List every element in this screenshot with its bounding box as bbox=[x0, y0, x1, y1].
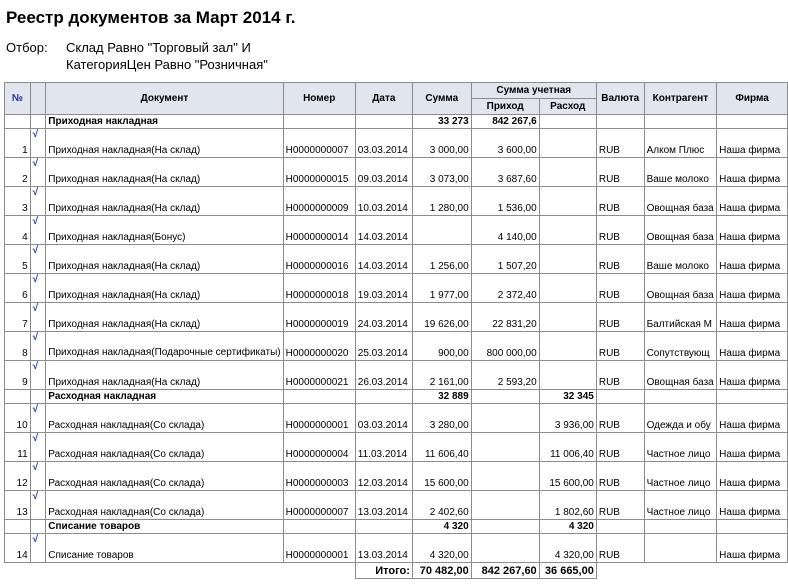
row-document: Приходная накладная(На склад) bbox=[46, 129, 283, 158]
table-row[interactable] bbox=[5, 303, 788, 332]
row-expense bbox=[539, 216, 596, 245]
row-currency: RUB bbox=[596, 404, 644, 433]
row-number: 10 bbox=[5, 404, 31, 433]
table-header bbox=[5, 83, 788, 115]
header-sum-accounting: Сумма учетная bbox=[471, 83, 596, 99]
row-counterparty bbox=[644, 534, 717, 563]
group-expense: 32 345 bbox=[539, 390, 596, 404]
header-check bbox=[30, 83, 46, 115]
row-date: 11.03.2014 bbox=[355, 433, 412, 462]
filter-label: Отбор: bbox=[6, 40, 48, 55]
group-empty-check bbox=[30, 520, 46, 534]
row-income: 4 140,00 bbox=[471, 216, 539, 245]
row-date: 14.03.2014 bbox=[355, 216, 412, 245]
row-number: 1 bbox=[5, 129, 31, 158]
row-check bbox=[30, 361, 46, 390]
row-company: Наша фирма bbox=[717, 158, 788, 187]
group-empty-num bbox=[5, 115, 31, 129]
row-currency: RUB bbox=[596, 491, 644, 520]
row-expense bbox=[539, 332, 596, 361]
check-mark-icon: √ bbox=[32, 216, 39, 227]
row-income: 2 372,40 bbox=[471, 274, 539, 303]
row-counterparty: Частное лицо bbox=[644, 491, 717, 520]
row-counterparty: Овощная база bbox=[644, 187, 717, 216]
row-number: 4 bbox=[5, 216, 31, 245]
group-company-empty bbox=[717, 115, 788, 129]
row-document: Приходная накладная(На склад) bbox=[46, 245, 283, 274]
row-expense: 11 006,40 bbox=[539, 433, 596, 462]
group-sum: 4 320 bbox=[412, 520, 471, 534]
table-body bbox=[5, 115, 788, 563]
check-mark-icon: √ bbox=[32, 491, 39, 502]
row-sum: 3 280,00 bbox=[412, 404, 471, 433]
row-doc-number: Н0000000009 bbox=[283, 187, 355, 216]
group-number-empty bbox=[283, 390, 355, 404]
row-company: Наша фирма bbox=[717, 303, 788, 332]
row-check bbox=[30, 216, 46, 245]
group-empty-num bbox=[5, 390, 31, 404]
check-mark-icon: √ bbox=[32, 361, 39, 372]
group-empty-num bbox=[5, 520, 31, 534]
row-expense bbox=[539, 361, 596, 390]
row-document: Расходная накладная(Со склада) bbox=[46, 462, 283, 491]
group-currency-empty bbox=[596, 520, 644, 534]
row-document: Приходная накладная(Бонус) bbox=[46, 216, 283, 245]
row-currency: RUB bbox=[596, 274, 644, 303]
row-date: 03.03.2014 bbox=[355, 404, 412, 433]
row-sum: 11 606,40 bbox=[412, 433, 471, 462]
row-date: 26.03.2014 bbox=[355, 361, 412, 390]
row-expense: 1 802,60 bbox=[539, 491, 596, 520]
row-check bbox=[30, 245, 46, 274]
row-document: Приходная накладная(На склад) bbox=[46, 361, 283, 390]
totals-label: Итого: bbox=[355, 563, 412, 579]
row-counterparty: Овощная база bbox=[644, 361, 717, 390]
row-date: 12.03.2014 bbox=[355, 462, 412, 491]
row-company: Наша фирма bbox=[717, 491, 788, 520]
table-row[interactable] bbox=[5, 404, 788, 433]
row-income: 22 831,20 bbox=[471, 303, 539, 332]
row-number: 14 bbox=[5, 534, 31, 563]
row-currency: RUB bbox=[596, 361, 644, 390]
table-row[interactable] bbox=[5, 332, 788, 361]
row-document: Приходная накладная(Подарочные сертификаты) bbox=[46, 332, 283, 361]
totals-income: 842 267,60 bbox=[471, 563, 539, 579]
header-income: Приход bbox=[471, 99, 539, 115]
totals-row bbox=[5, 563, 788, 579]
row-counterparty: Балтийская М bbox=[644, 303, 717, 332]
row-number: 2 bbox=[5, 158, 31, 187]
group-company-empty bbox=[717, 390, 788, 404]
row-counterparty: Алком Плюс bbox=[644, 129, 717, 158]
row-number: 9 bbox=[5, 361, 31, 390]
row-company: Наша фирма bbox=[717, 433, 788, 462]
row-sum: 3 073,00 bbox=[412, 158, 471, 187]
row-company: Наша фирма bbox=[717, 245, 788, 274]
row-sum: 1 280,00 bbox=[412, 187, 471, 216]
row-sum: 19 626,00 bbox=[412, 303, 471, 332]
row-company: Наша фирма bbox=[717, 332, 788, 361]
row-date: 24.03.2014 bbox=[355, 303, 412, 332]
row-sum: 4 320,00 bbox=[412, 534, 471, 563]
row-currency: RUB bbox=[596, 245, 644, 274]
group-income bbox=[471, 390, 539, 404]
row-company: Наша фирма bbox=[717, 216, 788, 245]
check-mark-icon: √ bbox=[32, 187, 39, 198]
row-company: Наша фирма bbox=[717, 361, 788, 390]
row-expense bbox=[539, 274, 596, 303]
table-row[interactable] bbox=[5, 129, 788, 158]
row-number: 12 bbox=[5, 462, 31, 491]
row-document: Приходная накладная(На склад) bbox=[46, 274, 283, 303]
row-date: 19.03.2014 bbox=[355, 274, 412, 303]
table-row[interactable] bbox=[5, 158, 788, 187]
row-sum bbox=[412, 216, 471, 245]
row-check bbox=[30, 491, 46, 520]
filter-condition-line2: КатегорияЦен Равно "Розничная" bbox=[66, 57, 268, 72]
row-doc-number: Н0000000003 bbox=[283, 462, 355, 491]
row-counterparty: Частное лицо bbox=[644, 433, 717, 462]
header-currency: Валюта bbox=[596, 83, 644, 115]
row-expense bbox=[539, 245, 596, 274]
row-number: 5 bbox=[5, 245, 31, 274]
check-mark-icon: √ bbox=[32, 245, 39, 256]
group-expense: 4 320 bbox=[539, 520, 596, 534]
group-empty-check bbox=[30, 115, 46, 129]
header-num: № bbox=[5, 83, 31, 115]
row-number: 6 bbox=[5, 274, 31, 303]
row-document: Приходная накладная(На склад) bbox=[46, 303, 283, 332]
row-currency: RUB bbox=[596, 216, 644, 245]
row-income bbox=[471, 534, 539, 563]
group-income bbox=[471, 520, 539, 534]
group-currency-empty bbox=[596, 115, 644, 129]
row-check bbox=[30, 332, 46, 361]
row-check bbox=[30, 462, 46, 491]
row-date: 13.03.2014 bbox=[355, 534, 412, 563]
row-doc-number: Н0000000016 bbox=[283, 245, 355, 274]
row-currency: RUB bbox=[596, 433, 644, 462]
header-date: Дата bbox=[355, 83, 412, 115]
row-check bbox=[30, 404, 46, 433]
group-row bbox=[5, 390, 788, 404]
group-row bbox=[5, 520, 788, 534]
row-document: Приходная накладная(На склад) bbox=[46, 187, 283, 216]
row-doc-number: Н0000000001 bbox=[283, 534, 355, 563]
row-document: Расходная накладная(Со склада) bbox=[46, 491, 283, 520]
row-date: 09.03.2014 bbox=[355, 158, 412, 187]
row-counterparty: Овощная база bbox=[644, 216, 717, 245]
row-number: 3 bbox=[5, 187, 31, 216]
row-income bbox=[471, 462, 539, 491]
row-counterparty: Частное лицо bbox=[644, 462, 717, 491]
row-income: 3 687,60 bbox=[471, 158, 539, 187]
check-mark-icon: √ bbox=[32, 462, 39, 473]
table-row[interactable] bbox=[5, 274, 788, 303]
header-sum: Сумма bbox=[412, 83, 471, 115]
row-sum: 1 977,00 bbox=[412, 274, 471, 303]
row-doc-number: Н0000000018 bbox=[283, 274, 355, 303]
group-expense bbox=[539, 115, 596, 129]
row-currency: RUB bbox=[596, 187, 644, 216]
group-counterparty-empty bbox=[644, 115, 717, 129]
row-currency: RUB bbox=[596, 332, 644, 361]
group-number-empty bbox=[283, 115, 355, 129]
group-number-empty bbox=[283, 520, 355, 534]
row-document: Списание товаров bbox=[46, 534, 283, 563]
row-doc-number: Н0000000007 bbox=[283, 129, 355, 158]
table-row[interactable] bbox=[5, 534, 788, 563]
row-currency: RUB bbox=[596, 158, 644, 187]
row-company: Наша фирма bbox=[717, 187, 788, 216]
row-check bbox=[30, 158, 46, 187]
row-expense: 4 320,00 bbox=[539, 534, 596, 563]
filter-condition-line1: Склад Равно "Торговый зал" И bbox=[66, 40, 251, 55]
row-company: Наша фирма bbox=[717, 462, 788, 491]
row-counterparty: Ваше молоко bbox=[644, 245, 717, 274]
row-currency: RUB bbox=[596, 129, 644, 158]
row-currency: RUB bbox=[596, 534, 644, 563]
row-income: 800 000,00 bbox=[471, 332, 539, 361]
group-sum: 33 273 bbox=[412, 115, 471, 129]
row-currency: RUB bbox=[596, 303, 644, 332]
row-counterparty: Овощная база bbox=[644, 274, 717, 303]
header-number: Номер bbox=[283, 83, 355, 115]
row-document: Расходная накладная(Со склада) bbox=[46, 433, 283, 462]
header-document: Документ bbox=[46, 83, 283, 115]
row-income bbox=[471, 404, 539, 433]
row-income: 1 507,20 bbox=[471, 245, 539, 274]
row-doc-number: Н0000000015 bbox=[283, 158, 355, 187]
group-counterparty-empty bbox=[644, 390, 717, 404]
row-doc-number: Н0000000004 bbox=[283, 433, 355, 462]
group-empty-check bbox=[30, 390, 46, 404]
table-row[interactable] bbox=[5, 491, 788, 520]
row-number: 7 bbox=[5, 303, 31, 332]
page-title: Реестр документов за Март 2014 г. bbox=[6, 8, 296, 27]
group-date-empty bbox=[355, 390, 412, 404]
group-income: 842 267,6 bbox=[471, 115, 539, 129]
row-company: Наша фирма bbox=[717, 129, 788, 158]
check-mark-icon: √ bbox=[32, 274, 39, 285]
group-name: Расходная накладная bbox=[46, 390, 283, 404]
row-doc-number: Н0000000001 bbox=[283, 404, 355, 433]
row-date: 13.03.2014 bbox=[355, 491, 412, 520]
row-sum: 2 402,60 bbox=[412, 491, 471, 520]
row-check bbox=[30, 433, 46, 462]
row-check bbox=[30, 129, 46, 158]
group-company-empty bbox=[717, 520, 788, 534]
row-company: Наша фирма bbox=[717, 274, 788, 303]
row-sum: 1 256,00 bbox=[412, 245, 471, 274]
totals-sum: 70 482,00 bbox=[412, 563, 471, 579]
row-income: 3 600,00 bbox=[471, 129, 539, 158]
table-row[interactable] bbox=[5, 462, 788, 491]
row-check bbox=[30, 274, 46, 303]
row-counterparty: Одежда и обу bbox=[644, 404, 717, 433]
check-mark-icon: √ bbox=[32, 158, 39, 169]
check-mark-icon: √ bbox=[32, 534, 39, 545]
group-counterparty-empty bbox=[644, 520, 717, 534]
group-date-empty bbox=[355, 115, 412, 129]
row-currency: RUB bbox=[596, 462, 644, 491]
row-sum: 900,00 bbox=[412, 332, 471, 361]
row-income: 1 536,00 bbox=[471, 187, 539, 216]
document-register-table bbox=[4, 82, 788, 579]
row-check bbox=[30, 303, 46, 332]
row-check bbox=[30, 534, 46, 563]
check-mark-icon: √ bbox=[32, 404, 39, 415]
header-expense: Расход bbox=[539, 99, 596, 115]
row-income bbox=[471, 491, 539, 520]
totals-expense: 36 665,00 bbox=[539, 563, 596, 579]
group-row bbox=[5, 115, 788, 129]
group-sum: 32 889 bbox=[412, 390, 471, 404]
row-doc-number: Н0000000021 bbox=[283, 361, 355, 390]
row-doc-number: Н0000000014 bbox=[283, 216, 355, 245]
row-sum: 3 000,00 bbox=[412, 129, 471, 158]
group-currency-empty bbox=[596, 390, 644, 404]
header-counterparty: Контрагент bbox=[644, 83, 717, 115]
check-mark-icon: √ bbox=[32, 303, 39, 314]
row-expense bbox=[539, 187, 596, 216]
row-sum: 15 600,00 bbox=[412, 462, 471, 491]
check-mark-icon: √ bbox=[32, 433, 39, 444]
table-row[interactable] bbox=[5, 187, 788, 216]
row-document: Приходная накладная(На склад) bbox=[46, 158, 283, 187]
row-number: 13 bbox=[5, 491, 31, 520]
row-date: 03.03.2014 bbox=[355, 129, 412, 158]
row-check bbox=[30, 187, 46, 216]
row-document: Расходная накладная(Со склада) bbox=[46, 404, 283, 433]
row-number: 11 bbox=[5, 433, 31, 462]
row-doc-number: Н0000000007 bbox=[283, 491, 355, 520]
check-mark-icon: √ bbox=[32, 332, 39, 343]
row-date: 14.03.2014 bbox=[355, 245, 412, 274]
row-expense bbox=[539, 158, 596, 187]
check-mark-icon: √ bbox=[32, 129, 39, 140]
row-company: Наша фирма bbox=[717, 404, 788, 433]
table-row[interactable] bbox=[5, 433, 788, 462]
row-date: 25.03.2014 bbox=[355, 332, 412, 361]
table-row[interactable] bbox=[5, 216, 788, 245]
row-doc-number: Н0000000019 bbox=[283, 303, 355, 332]
row-counterparty: Сопутствующ bbox=[644, 332, 717, 361]
row-number: 8 bbox=[5, 332, 31, 361]
row-sum: 2 161,00 bbox=[412, 361, 471, 390]
row-income: 2 593,20 bbox=[471, 361, 539, 390]
row-expense: 15 600,00 bbox=[539, 462, 596, 491]
row-expense: 3 936,00 bbox=[539, 404, 596, 433]
group-name: Списание товаров bbox=[46, 520, 283, 534]
row-company: Наша фирма bbox=[717, 534, 788, 563]
header-company: Фирма bbox=[717, 83, 788, 115]
row-date: 10.03.2014 bbox=[355, 187, 412, 216]
row-income bbox=[471, 433, 539, 462]
row-expense bbox=[539, 129, 596, 158]
group-date-empty bbox=[355, 520, 412, 534]
table-row[interactable] bbox=[5, 361, 788, 390]
row-doc-number: Н0000000020 bbox=[283, 332, 355, 361]
row-expense bbox=[539, 303, 596, 332]
table-row[interactable] bbox=[5, 245, 788, 274]
group-name: Приходная накладная bbox=[46, 115, 283, 129]
row-counterparty: Ваше молоко bbox=[644, 158, 717, 187]
